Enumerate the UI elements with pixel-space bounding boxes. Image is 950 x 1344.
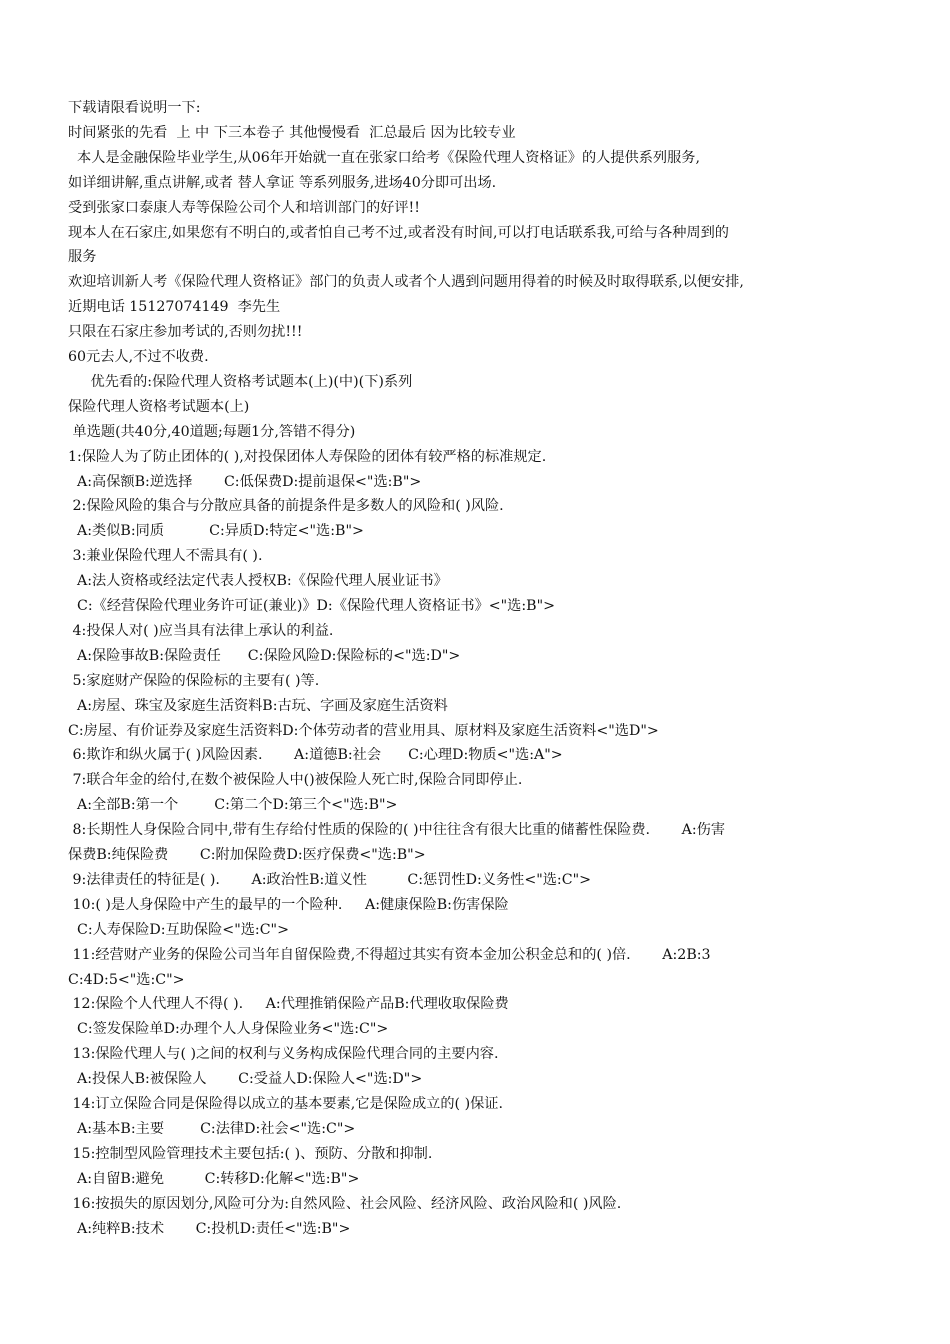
text-line: C:4D:5<"选:C">	[68, 971, 185, 988]
text-line: 8:长期性人身保险合同中,带有生存给付性质的保险的( )中往往含有很大比重的储蓄性保险费. A:伤害	[68, 822, 726, 839]
text-line: C:房屋、有价证券及家庭生活资料D:个体劳动者的营业用具、原材料及家庭生活资料<"选D">	[68, 722, 659, 739]
text-line: 11:经营财产业务的保险公司当年自留保险费,不得超过其实有资本金加公积金总和的( )倍. A:2B:3	[68, 946, 711, 963]
text-line: A:保险事故B:保险责任 C:保险风险D:保险标的<"选:D">	[68, 647, 461, 664]
text-line: 5:家庭财产保险的保险标的主要有( )等.	[68, 672, 320, 689]
text-line: 15:控制型风险管理技术主要包括:( )、预防、分散和抑制.	[68, 1145, 433, 1162]
text-line: 时间紧张的先看 上 中 下三本卷子 其他慢慢看 汇总最后 因为比较专业	[68, 124, 516, 141]
text-line: 如详细讲解,重点讲解,或者 替人拿证 等系列服务,进场40分即可出场.	[68, 174, 497, 191]
text-line: A:高保额B:逆选择 C:低保费D:提前退保<"选:B">	[68, 473, 422, 490]
text-line: 单选题(共40分,40道题;每题1分,答错不得分)	[68, 423, 356, 440]
text-line: 保费B:纯保险费 C:附加保险费D:医疗保费<"选:B">	[68, 847, 426, 863]
text-line: 保险代理人资格考试题本(上)	[68, 398, 250, 415]
text-line: C:签发保险单D:办理个人人身保险业务<"选:C">	[68, 1021, 389, 1038]
text-line: A:法人资格或经法定代表人授权B:《保险代理人展业证书》	[68, 573, 448, 590]
text-line: 优先看的:保险代理人资格考试题本(上)(中)(下)系列	[68, 373, 413, 390]
text-line: A:类似B:同质 C:异质D:特定<"选:B">	[68, 523, 364, 540]
text-line: 10:( )是人身保险中产生的最早的一个险种. A:健康保险B:伤害保险	[68, 896, 509, 913]
text-line: 16:按损失的原因划分,风险可分为:自然风险、社会风险、经济风险、政治风险和( )风险.	[68, 1195, 622, 1212]
text-line: 12:保险个人代理人不得( ). A:代理推销保险产品B:代理收取保险费	[68, 996, 509, 1013]
text-line: 1:保险人为了防止团体的( ),对投保团体人寿保险的团体有较严格的标准规定.	[68, 448, 547, 465]
text-line: 下载请限看说明一下:	[68, 100, 201, 116]
text-line: 3:兼业保险代理人不需具有( ).	[68, 548, 263, 565]
text-line: 2:保险风险的集合与分散应具备的前提条件是多数人的风险和( )风险.	[68, 498, 504, 515]
text-line: A:自留B:避免 C:转移D:化解<"选:B">	[68, 1170, 360, 1187]
text-line: C:《经营保险代理业务许可证(兼业)》D:《保险代理人资格证书》<"选:B">	[68, 598, 555, 614]
text-line: 只限在石家庄参加考试的,否则勿扰!!!	[68, 324, 303, 341]
text-line: 9:法律责任的特征是( ). A:政治性B:道义性 C:惩罚性D:义务性<"选:C">	[68, 871, 591, 888]
text-line: 6:欺诈和纵火属于( )风险因素. A:道德B:社会 C:心理D:物质<"选:A">	[68, 747, 563, 764]
text-line: 7:联合年金的给付,在数个被保险人中()被保险人死亡时,保险合同即停止.	[68, 772, 523, 789]
text-line: 受到张家口泰康人寿等保险公司个人和培训部门的好评!!	[68, 199, 420, 216]
text-line: C:人寿保险D:互助保险<"选:C">	[68, 921, 289, 938]
text-line: 近期电话 15127074149 李先生	[68, 299, 281, 316]
text-line: 现本人在石家庄,如果您有不明白的,或者怕自己考不过,或者没有时间,可以打电话联系我,可给与各种周到的	[68, 224, 729, 241]
text-line: 欢迎培训新人考《保险代理人资格证》部门的负责人或者个人遇到问题用得着的时候及时取得联系,以便安排,	[68, 274, 744, 291]
text-line: 14:订立保险合同是保险得以成立的基本要素,它是保险成立的( )保证.	[68, 1096, 504, 1112]
text-line: 60元去人,不过不收费.	[68, 349, 209, 365]
text-line: 服务	[68, 249, 97, 266]
text-line: 本人是金融保险毕业学生,从06年开始就一直在张家口给考《保险代理人资格证》的人提供系列服务,	[68, 149, 700, 166]
text-line: A:房屋、珠宝及家庭生活资料B:古玩、字画及家庭生活资料	[68, 697, 448, 714]
text-line: 4:投保人对( )应当具有法律上承认的利益.	[68, 622, 334, 639]
text-line: 13:保险代理人与( )之间的权利与义务构成保险代理合同的主要内容.	[68, 1046, 499, 1063]
text-line: A:全部B:第一个 C:第二个D:第三个<"选:B">	[68, 797, 398, 814]
text-line: A:基本B:主要 C:法律D:社会<"选:C">	[68, 1120, 356, 1137]
text-line: A:投保人B:被保险人 C:受益人D:保险人<"选:D">	[68, 1071, 423, 1088]
text-line: A:纯粹B:技术 C:投机D:责任<"选:B">	[68, 1220, 351, 1237]
